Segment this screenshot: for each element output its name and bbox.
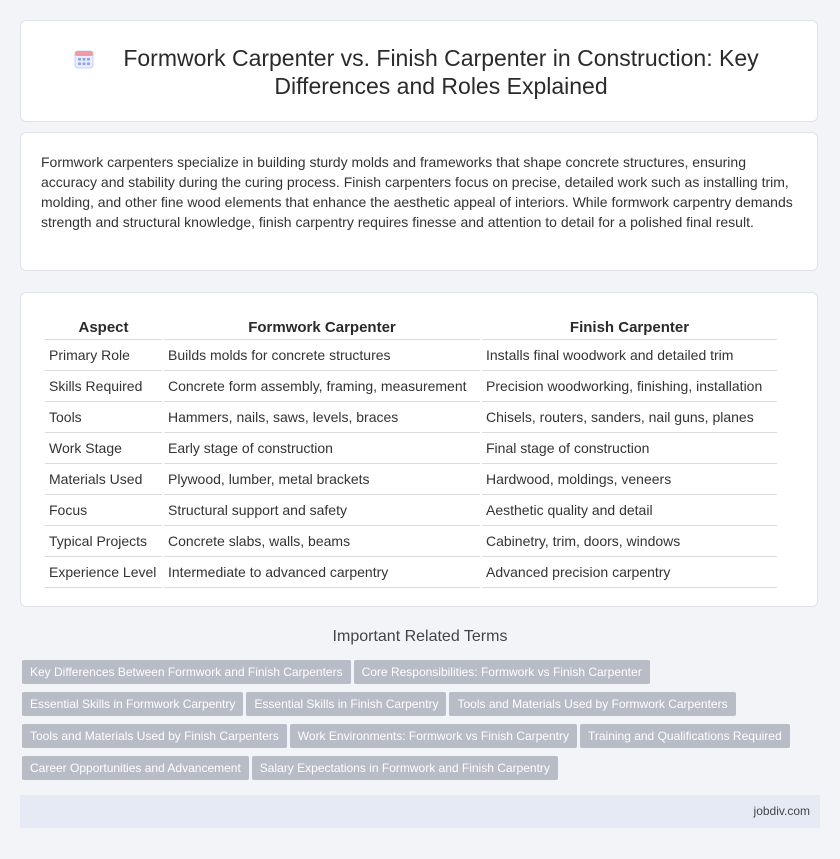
related-terms-title: Important Related Terms <box>332 628 508 645</box>
related-term-tag[interactable]: Career Opportunities and Advancement <box>22 756 249 780</box>
cell-aspect: Primary Role <box>45 340 162 371</box>
title-card <box>20 20 818 122</box>
related-term-tag[interactable]: Work Environments: Formwork vs Finish Carpentry <box>290 724 577 748</box>
related-term-tag[interactable]: Tools and Materials Used by Finish Carpenters <box>22 724 287 748</box>
cell-aspect: Work Stage <box>45 433 162 464</box>
table-header-row <box>45 315 777 340</box>
table-row <box>45 371 777 402</box>
cell-aspect: Tools <box>45 402 162 433</box>
table-row <box>45 526 777 557</box>
tag-row <box>22 724 822 748</box>
column-header-finish: Finish Carpenter <box>482 315 777 340</box>
comparison-table <box>43 315 779 588</box>
cell-finish: Hardwood, moldings, veneers <box>482 464 777 495</box>
cell-aspect: Materials Used <box>45 464 162 495</box>
cell-aspect: Typical Projects <box>45 526 162 557</box>
cell-finish: Cabinetry, trim, doors, windows <box>482 526 777 557</box>
cell-aspect: Experience Level <box>45 557 162 588</box>
cell-formwork: Concrete slabs, walls, beams <box>164 526 480 557</box>
table-row <box>45 557 777 588</box>
table-row <box>45 495 777 526</box>
column-header-formwork: Formwork Carpenter <box>164 315 480 340</box>
cell-formwork: Early stage of construction <box>164 433 480 464</box>
related-term-tag[interactable]: Core Responsibilities: Formwork vs Finish Carpenter <box>354 660 650 684</box>
cell-finish: Chisels, routers, sanders, nail guns, planes <box>482 402 777 433</box>
tag-row <box>22 660 822 684</box>
page-title: Formwork Carpenter vs. Finish Carpenter in Construction: Key Differences and Roles Explained <box>123 45 759 99</box>
cell-aspect: Focus <box>45 495 162 526</box>
cell-finish: Installs final woodwork and detailed trim <box>482 340 777 371</box>
cell-formwork: Builds molds for concrete structures <box>164 340 480 371</box>
comparison-card <box>20 292 818 607</box>
related-term-tag[interactable]: Essential Skills in Formwork Carpentry <box>22 692 243 716</box>
table-row <box>45 433 777 464</box>
footer-site-name[interactable]: jobdiv.com <box>753 804 810 818</box>
cell-aspect: Skills Required <box>45 371 162 402</box>
cell-formwork: Plywood, lumber, metal brackets <box>164 464 480 495</box>
intro-card <box>20 132 818 271</box>
table-row <box>45 402 777 433</box>
related-terms-list <box>22 660 822 788</box>
cell-formwork: Concrete form assembly, framing, measurement <box>164 371 480 402</box>
column-header-aspect: Aspect <box>45 315 162 340</box>
related-term-tag[interactable]: Training and Qualifications Required <box>580 724 790 748</box>
cell-finish: Precision woodworking, finishing, installation <box>482 371 777 402</box>
related-term-tag[interactable]: Salary Expectations in Formwork and Finish Carpentry <box>252 756 558 780</box>
table-row <box>45 464 777 495</box>
intro-paragraph: Formwork carpenters specialize in building sturdy molds and frameworks that shape concrete structures, ensuring accuracy and stability during the curing process. Finish carpenters focus on precise, detailed work such as installing trim, molding, and other fine wood elements that enhance the aesthetic appeal of interiors. While formwork carpentry demands strength and structural knowledge, finish carpentry requires finesse and attention to detail for a polished final result. <box>41 154 793 230</box>
tag-row <box>22 756 822 780</box>
related-term-tag[interactable]: Essential Skills in Finish Carpentry <box>246 692 446 716</box>
cell-formwork: Hammers, nails, saws, levels, braces <box>164 402 480 433</box>
footer <box>20 795 820 828</box>
related-term-tag[interactable]: Tools and Materials Used by Formwork Carpenters <box>449 692 735 716</box>
cell-formwork: Intermediate to advanced carpentry <box>164 557 480 588</box>
table-row <box>45 340 777 371</box>
cell-finish: Aesthetic quality and detail <box>482 495 777 526</box>
cell-formwork: Structural support and safety <box>164 495 480 526</box>
related-term-tag[interactable]: Key Differences Between Formwork and Finish Carpenters <box>22 660 351 684</box>
tag-row <box>22 692 822 716</box>
cell-finish: Final stage of construction <box>482 433 777 464</box>
cell-finish: Advanced precision carpentry <box>482 557 777 588</box>
